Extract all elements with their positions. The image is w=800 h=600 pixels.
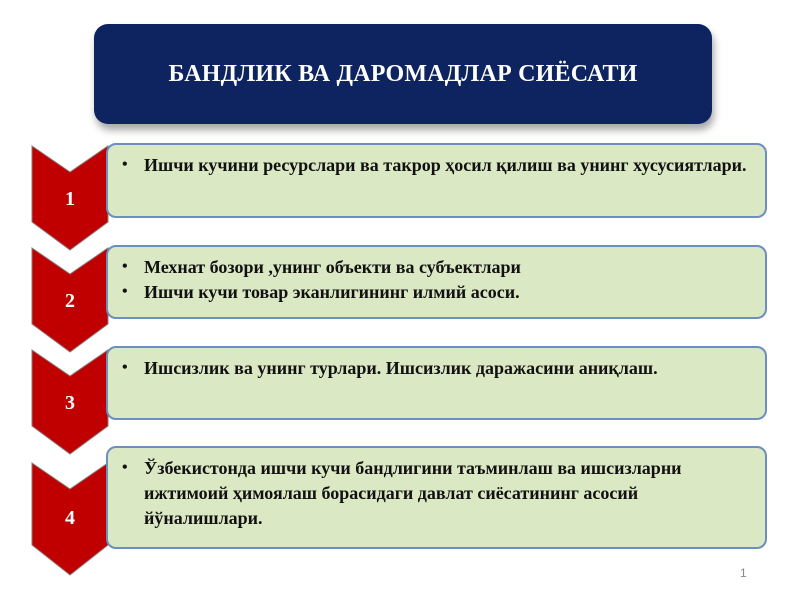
item-box-1 <box>106 143 767 218</box>
bullet-dot-icon: • <box>122 359 128 376</box>
chevron-4 <box>30 461 110 579</box>
item-box-2 <box>106 245 767 319</box>
slide-title: БАНДЛИК ВА ДАРОМАДЛАР СИЁСАТИ <box>94 24 712 124</box>
item-number: 1 <box>65 188 75 210</box>
bullet-item: • Мехнат бозори ,унинг объекти ва субъектлари <box>118 255 755 280</box>
item-number: 3 <box>65 392 75 414</box>
bullet-item: • Ишчи кучи товар эканлигининг илмий асоси. <box>118 280 755 305</box>
bullet-dot-icon: • <box>122 283 128 300</box>
bullet-item: • Ишчи кучини ресурслари ва такрор ҳосил қилиш ва унинг хусусиятлари. <box>118 153 755 178</box>
chevron-1 <box>30 144 110 254</box>
bullet-dot-icon: • <box>122 258 128 275</box>
bullet-dot-icon: • <box>122 459 128 476</box>
bullet-dot-icon: • <box>122 156 128 173</box>
chevron-2 <box>30 246 110 356</box>
page-number: 1 <box>740 566 747 580</box>
item-number: 2 <box>65 290 75 312</box>
chevron-3 <box>30 348 110 458</box>
item-box-4 <box>106 446 767 549</box>
bullet-item: • Ишсизлик ва унинг турлари. Ишсизлик даражасини аниқлаш. <box>118 356 755 381</box>
item-number: 4 <box>65 507 75 529</box>
bullet-item: • Ўзбекистонда ишчи кучи бандлигини таъминлаш ва ишсизларни ижтимоий ҳимоялаш борасидаги давлат сиёсатининг асосий йўналишлари. <box>118 456 755 531</box>
item-box-3 <box>106 346 767 420</box>
